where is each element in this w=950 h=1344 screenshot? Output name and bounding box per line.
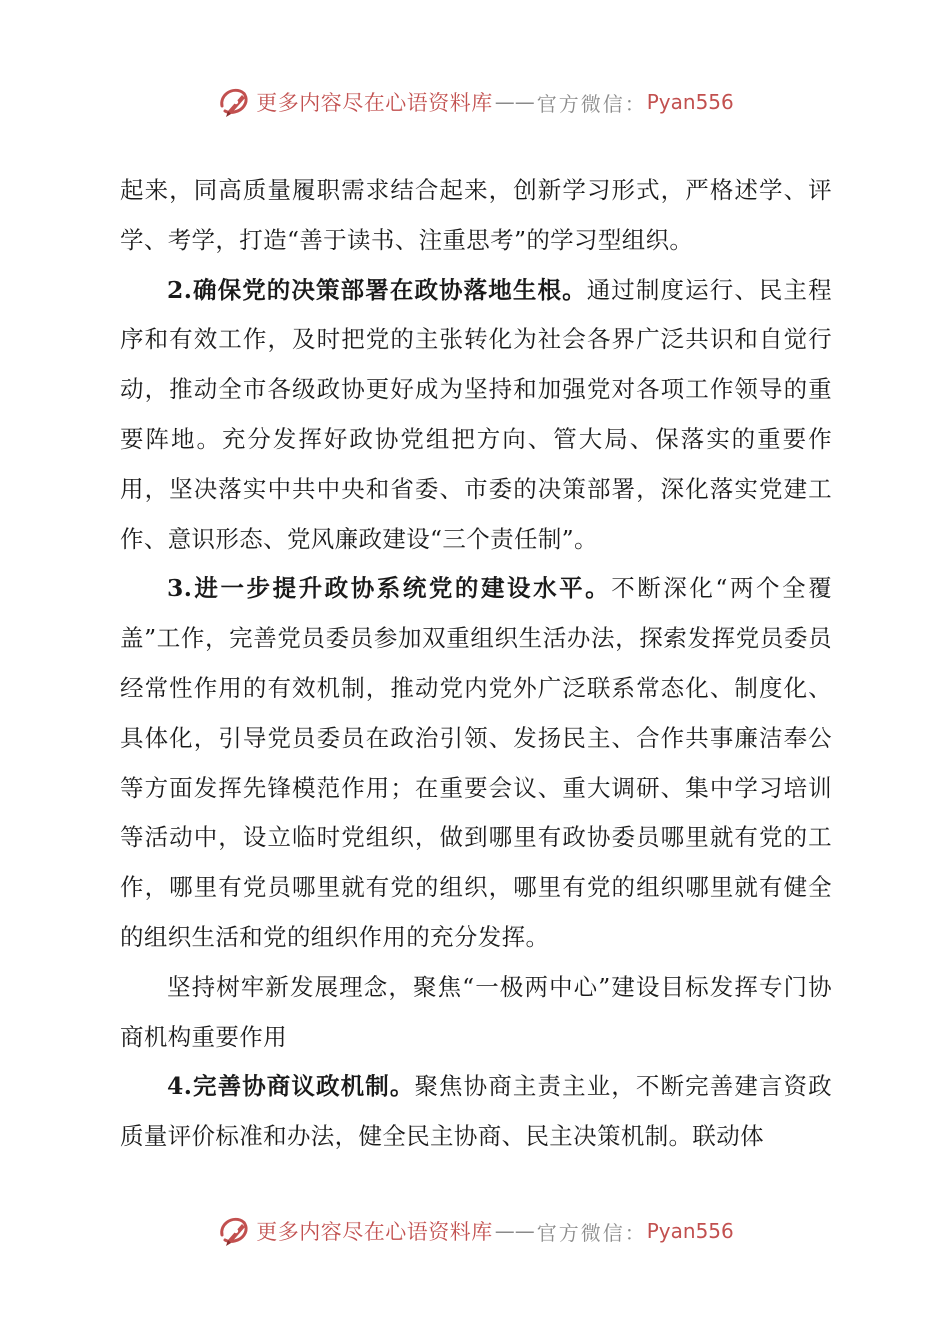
banner-wechat-label: 官方微信： (536, 1220, 647, 1245)
banner-wechat-id: Pyan556 (646, 90, 734, 114)
paragraph-continuation (120, 166, 832, 266)
paragraph-text: 聚焦协商主责主业，不断完善建言资政质量评价标准和办法，健全民主协商、民主决策机制。联动体 (120, 1072, 832, 1151)
banner-dash: —— (494, 90, 535, 114)
paragraph-lead-heading: 3.进一步提升政协系统党的建设水平。 (167, 574, 612, 603)
paragraph-text: 起来，同高质量履职需求结合起来，创新学习形式，严格述学、评学、考学，打造“善于读书、注重思考”的学习型组织。 (120, 176, 832, 254)
header-watermark-banner (0, 80, 950, 124)
pen-logo-icon (216, 1213, 252, 1249)
footer-watermark-banner (0, 1209, 950, 1253)
banner-main-text: 更多内容尽在心语资料库 (256, 1220, 493, 1244)
paragraph-text: 通过制度运行、民主程序和有效工作，及时把党的主张转化为社会各界广泛共识和自觉行动，推动全市各级政协更好成为坚持和加强党对各项工作领导的重要阵地。充分发挥好政协党组把方向、管大局、保落实的重要作用，坚决落实中共中央和省委、市委的决策部署，深化落实党建工作、意识形态、党风廉政建设“三个责任制”。 (120, 275, 832, 553)
paragraph-text: 坚持树牢新发展理念，聚焦“一极两中心”建设目标发挥专门协商机构重要作用 (120, 972, 832, 1051)
paragraph-item-4 (120, 1062, 832, 1162)
paragraph-item-2 (120, 266, 832, 565)
document-body (120, 166, 832, 1162)
section-heading-paragraph (120, 963, 832, 1063)
paragraph-item-3 (120, 564, 832, 962)
banner-wechat-id: Pyan556 (646, 1219, 734, 1243)
paragraph-lead-heading: 2.确保党的决策部署在政协落地生根。 (167, 275, 587, 304)
paragraph-lead-heading: 4.完善协商议政机制。 (167, 1072, 415, 1101)
banner-main-text: 更多内容尽在心语资料库 (256, 91, 493, 115)
banner-dash: —— (494, 1219, 535, 1243)
paragraph-text: 不断深化“两个全覆盖”工作，完善党员委员参加双重组织生活办法，探索发挥党员委员经常性作用的有效机制，推动党内党外广泛联系常态化、制度化、具体化，引导党员委员在政治引领、发扬民主、合作共事廉洁奉公等方面发挥先锋模范作用；在重要会议、重大调研、集中学习培训等活动中，设立临时党组织，做到哪里有政协委员哪里就有党的工作，哪里有党员哪里就有党的组织，哪里有党的组织哪里就有健全的组织生活和党的组织作用的充分发挥。 (120, 574, 832, 951)
pen-logo-icon (216, 84, 252, 120)
banner-wechat-label: 官方微信： (536, 91, 647, 116)
